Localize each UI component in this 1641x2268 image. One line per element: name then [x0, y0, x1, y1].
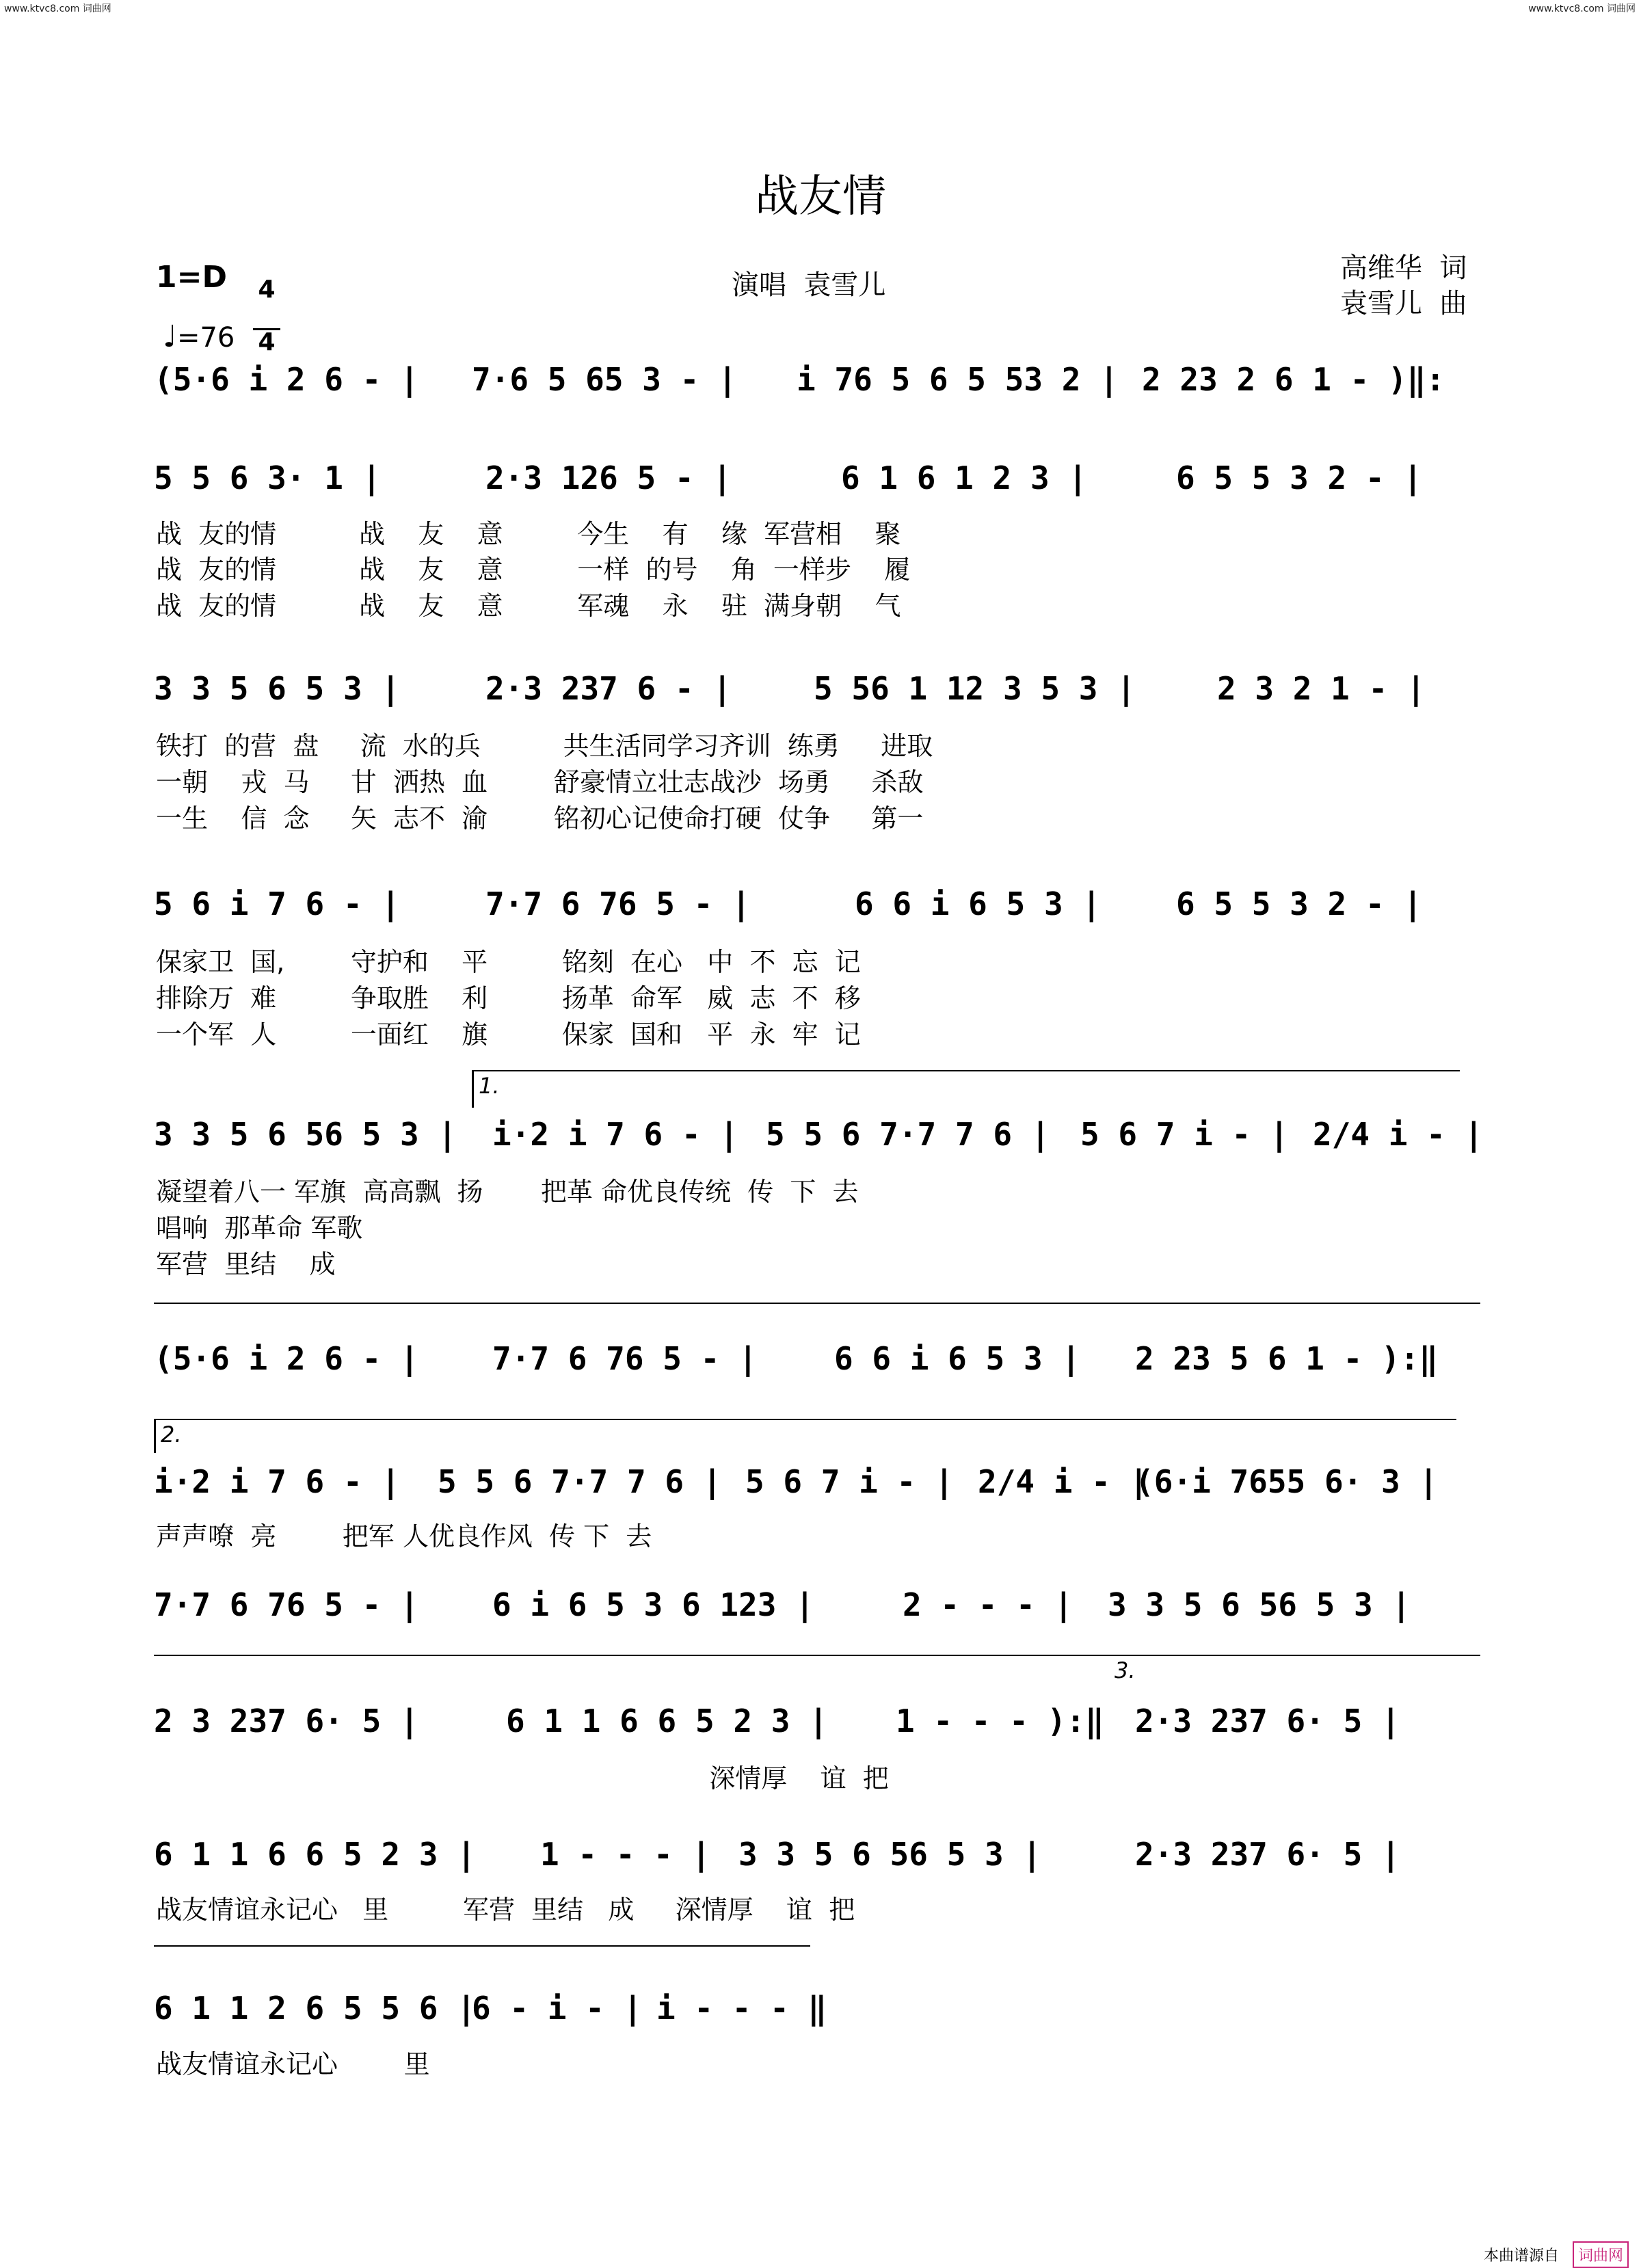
measure-group: 2/4 i - |: [1313, 1116, 1484, 1153]
measure-group: 7·7 6 76 5 - |: [485, 885, 751, 922]
lyric-line: [0, 977, 1641, 1013]
lyric-line: [0, 2043, 1641, 2079]
measure-group: 3 3 5 6 5 3 |: [154, 670, 401, 707]
measure-group: 7·7 6 76 5 - |: [154, 1586, 419, 1623]
lyric-line: [0, 1207, 1641, 1243]
measure-group: 2 - - - |: [903, 1586, 1073, 1623]
ending-label: 3.: [1115, 1657, 1136, 1683]
lyric-line: [0, 1243, 1641, 1279]
measure-group: 7·7 6 76 5 - |: [492, 1340, 758, 1377]
ending-1-bracket: [472, 1070, 1460, 1071]
composer-credit: 袁雪儿 曲: [1340, 288, 1467, 319]
lyric-line: [0, 1757, 1641, 1793]
lyric-text: 军营 里结 成: [156, 1249, 336, 1279]
ending-1-bracket-left: [472, 1070, 474, 1108]
repeat-bracket: [154, 1303, 1480, 1304]
measure-group: 2·3 126 5 - |: [485, 459, 732, 496]
lyric-text: 战 友的情 战 友 意 军魂 永 驻 满身朝 气: [156, 591, 901, 621]
lyric-text: 铁打 的营 盘 流 水的兵 共生活同学习齐训 练勇 进取: [156, 731, 933, 761]
measure-group: 1 - - - |: [540, 1836, 711, 1873]
notation-row: [0, 1703, 1641, 1757]
time-signature: [253, 252, 280, 368]
lyric-text: 排除万 难 争取胜 利 扬革 命军 威 志 不 移: [156, 983, 861, 1013]
measure-group: 6 6 i 6 5 3 |: [834, 1340, 1081, 1377]
lyric-line: [0, 941, 1641, 977]
time-denominator: 4: [253, 328, 280, 355]
lyric-line: [0, 725, 1641, 761]
measure-group: 2 3 2 1 - |: [1217, 670, 1426, 707]
measure-group: 5 6 7 i - |: [745, 1463, 954, 1500]
lyric-text: 保家卫 国, 守护和 平 铭刻 在心 中 不 忘 记: [156, 947, 861, 977]
measure-group: 2·3 237 6 - |: [485, 670, 732, 707]
measure-group: 6 6 i 6 5 3 |: [855, 885, 1102, 922]
measure-group: i·2 i 7 6 - |: [154, 1463, 401, 1500]
lyric-text: 深情厚 谊 把: [156, 1763, 889, 1793]
site-watermark-left: www.ktvc8.com 词曲网: [4, 3, 111, 14]
quarter-note-icon: ♩: [163, 319, 177, 354]
notation-row: [0, 1116, 1641, 1171]
measure-group: 6 5 5 3 2 - |: [1176, 885, 1423, 922]
notation-row: [0, 1990, 1641, 2044]
measure-group: 2·3 237 6· 5 |: [1135, 1703, 1400, 1739]
measure-group: 6 i 6 5 3 6 123 |: [492, 1586, 814, 1623]
measure-group: 3 3 5 6 56 5 3 |: [738, 1836, 1042, 1873]
measure-group: 6 1 1 6 6 5 2 3 |: [154, 1836, 476, 1873]
measure-group: 3 3 5 6 56 5 3 |: [154, 1116, 457, 1153]
measure-group: 5 5 6 7·7 7 6 |: [438, 1463, 722, 1500]
lyric-line: [0, 548, 1641, 585]
lyric-line: [0, 761, 1641, 797]
notation-row: [0, 1836, 1641, 1891]
lyric-text: 战友情谊永记心 里: [156, 2049, 430, 2079]
ending-label: 1.: [479, 1073, 500, 1099]
measure-group: 6 1 6 1 2 3 |: [841, 459, 1088, 496]
measure-group: 7·6 5 65 3 - |: [472, 361, 737, 398]
notation-row: [0, 1463, 1641, 1518]
measure-group: (6·i 7655 6· 3 |: [1135, 1463, 1439, 1500]
tempo-value: =76: [176, 322, 235, 353]
lyric-text: 声声嘹 亮 把军 人优良作风 传 下 去: [156, 1521, 652, 1551]
song-title: 战友情: [755, 172, 886, 222]
lyric-text: 一生 信 念 矢 志不 渝 铭初心记使命打硬 仗争 第一: [156, 803, 924, 833]
lyric-text: 唱响 那革命 军歌: [156, 1213, 363, 1243]
lyric-line: [0, 1889, 1641, 1925]
singer-credit: 演唱 袁雪儿: [732, 269, 886, 301]
measure-group: 6 - i - |: [472, 1990, 643, 2027]
lyric-text: 一个军 人 一面红 旗 保家 国和 平 永 牢 记: [156, 1019, 861, 1050]
lyric-text: 战 友的情 战 友 意 一样 的号 角 一样步 履: [156, 555, 911, 585]
notation-row: [0, 459, 1641, 514]
ending-2-bracket: [154, 1419, 1456, 1420]
measure-group: 2 23 5 6 1 - ):‖: [1135, 1340, 1439, 1377]
tempo-marking: [156, 306, 235, 354]
measure-group: i 76 5 6 5 53 2 |: [797, 361, 1119, 398]
notation-row: [0, 361, 1641, 416]
lyric-text: 一朝 戎 马 甘 洒热 血 舒豪情立壮志战沙 场勇 杀敌: [156, 767, 924, 797]
ending-3-bracket: [154, 1655, 1480, 1656]
footer-brand: 词曲网: [1573, 2241, 1629, 2268]
measure-group: 2/4 i - |: [978, 1463, 1149, 1500]
final-bracket: [154, 1945, 810, 1947]
lyric-line: [0, 1515, 1641, 1551]
ending-2-bracket-left: [154, 1419, 156, 1453]
lyric-line: [0, 513, 1641, 549]
measure-group: 5 6 i 7 6 - |: [154, 885, 401, 922]
lyric-line: [0, 797, 1641, 833]
notation-row: [0, 885, 1641, 940]
ending-label: 2.: [161, 1422, 182, 1447]
lyricist-credit: 高维华 词: [1340, 252, 1467, 284]
measure-group: 6 5 5 3 2 - |: [1176, 459, 1423, 496]
lyric-line: [0, 1013, 1641, 1050]
footer-source: 本曲谱源自: [1484, 2247, 1560, 2265]
measure-group: 2 23 2 6 1 - )‖:: [1142, 361, 1445, 398]
measure-group: (5·6 i 2 6 - |: [154, 1340, 419, 1377]
time-numerator: 4: [258, 276, 276, 304]
lyric-line: [0, 585, 1641, 621]
lyric-text: 凝望着八一 军旗 高高飘 扬 把革 命优良传统 传 下 去: [156, 1177, 859, 1207]
measure-group: 2 3 237 6· 5 |: [154, 1703, 419, 1739]
measure-group: 5 5 6 3· 1 |: [154, 459, 382, 496]
key-signature: 1=D: [156, 260, 228, 295]
lyric-text: 战 友的情 战 友 意 今生 有 缘 军营相 聚: [156, 519, 901, 549]
lyric-line: [0, 1171, 1641, 1207]
notation-row: [0, 1586, 1641, 1641]
measure-group: 6 1 1 6 6 5 2 3 |: [506, 1703, 828, 1739]
measure-group: 5 56 1 12 3 5 3 |: [814, 670, 1136, 707]
measure-group: i - - - ‖: [656, 1990, 827, 2027]
measure-group: 2·3 237 6· 5 |: [1135, 1836, 1400, 1873]
measure-group: (5·6 i 2 6 - |: [154, 361, 419, 398]
notation-row: [0, 670, 1641, 725]
notation-row: [0, 1340, 1641, 1395]
measure-group: 1 - - - ):‖: [896, 1703, 1104, 1739]
measure-group: 5 5 6 7·7 7 6 |: [766, 1116, 1050, 1153]
site-watermark-right: www.ktvc8.com 词曲网: [1528, 3, 1636, 14]
measure-group: 5 6 7 i - |: [1080, 1116, 1289, 1153]
measure-group: i·2 i 7 6 - |: [492, 1116, 739, 1153]
measure-group: 6 1 1 2 6 5 5 6 |: [154, 1990, 476, 2027]
measure-group: 3 3 5 6 56 5 3 |: [1108, 1586, 1411, 1623]
lyric-text: 战友情谊永记心 里 军营 里结 成 深情厚 谊 把: [156, 1895, 855, 1925]
